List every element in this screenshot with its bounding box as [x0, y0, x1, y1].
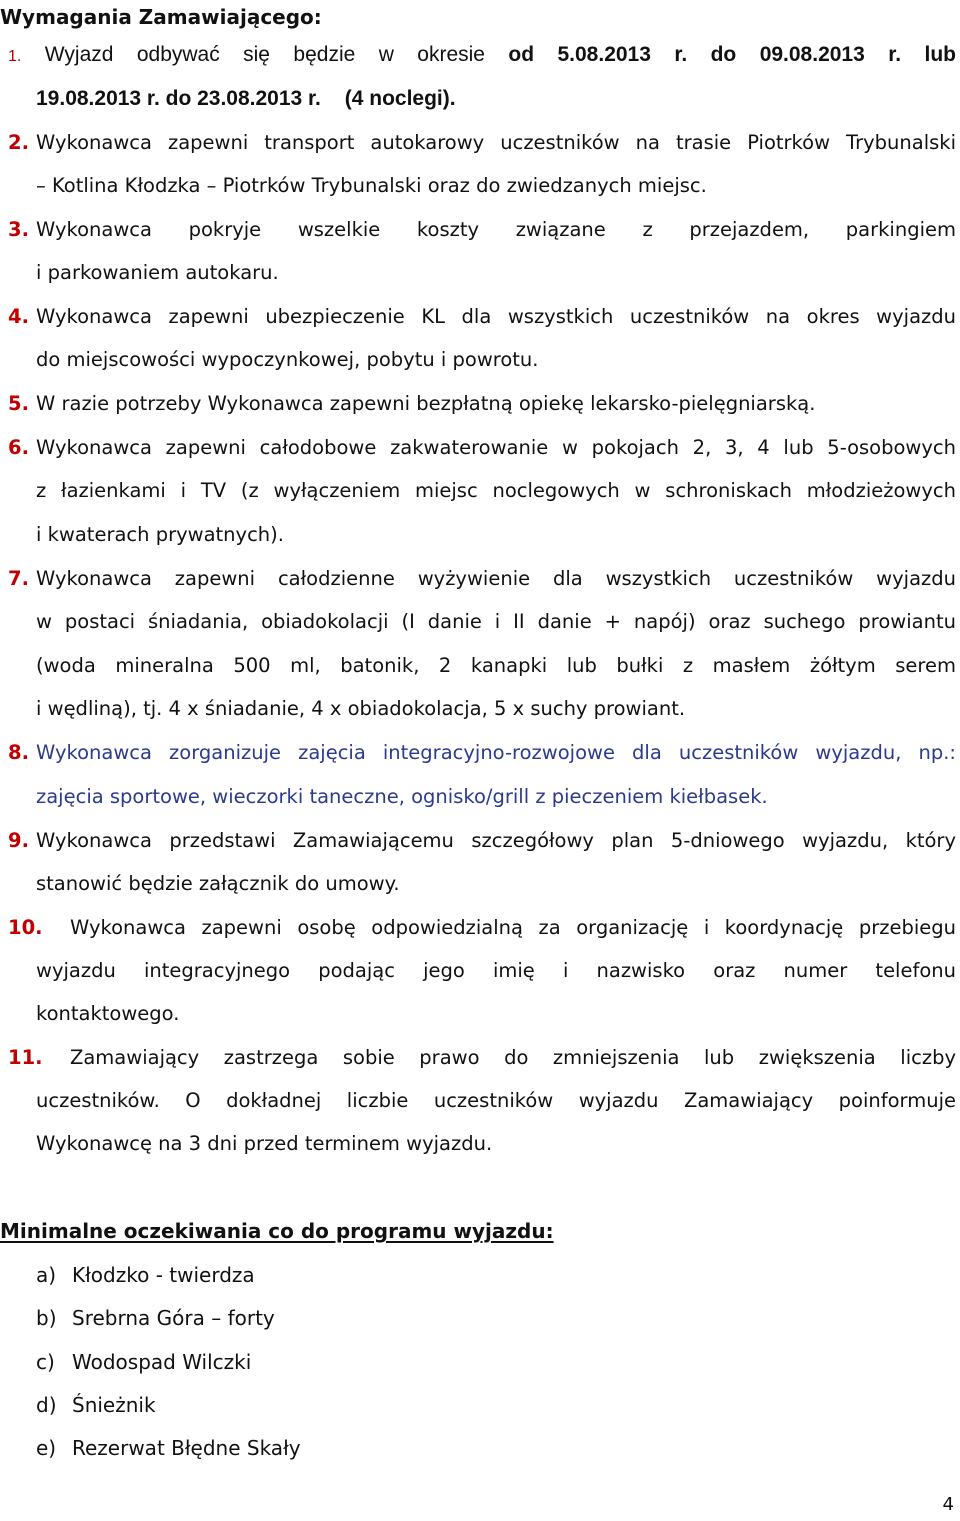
req11-line1: Zamawiający zastrzega sobie prawo do zmniejszenia lub zwiększenia liczby [70, 1046, 956, 1069]
req10-line2: wyjazdu integracyjnego podając jego imię i nazwisko oraz numer telefonu [36, 959, 956, 982]
req6-number: 6. [8, 436, 29, 459]
req7-line1: Wykonawca zapewni całodzienne wyżywienie dla wszystkich uczestników wyjazdu [36, 567, 956, 590]
req3-line1: Wykonawca pokryje wszelkie koszty związane z przejazdem, parkingiem [36, 218, 956, 241]
req9-number: 9. [8, 829, 29, 852]
req1-date1: 5.08.2013 r. [557, 43, 688, 66]
req10-line1: Wykonawca zapewni osobę odpowiedzialną za organizację i koordynację przebiegu [70, 916, 956, 939]
req8-line2: zajęcia sportowe, wieczorki taneczne, ognisko/grill z pieczeniem kiełbasek. [36, 785, 768, 808]
req6-line1: Wykonawca zapewni całodobowe zakwaterowanie w pokojach 2, 3, 4 lub 5-osobowych [36, 436, 956, 459]
req8-line1: Wykonawca zorganizuje zajęcia integracyjno-rozwojowe dla uczestników wyjazdu, np.: [36, 741, 956, 764]
requirements-heading: Wymagania Zamawiającego: [0, 5, 322, 29]
req7-line2: w postaci śniadania, obiadokolacji (I danie i II danie + napój) oraz suchego prowiantu [36, 610, 956, 633]
req1-number: 1. [8, 48, 22, 65]
req1-dates-second: 19.08.2013 r. do 23.08.2013 r. [36, 87, 321, 110]
req1-nights: (4 noclegi). [344, 87, 456, 110]
req9-line2: stanowić będzie załącznik do umowy. [36, 872, 400, 895]
program-item-text: Rezerwat Błędne Skały [72, 1436, 301, 1460]
program-item-label: e) [36, 1436, 57, 1460]
req5-line1: W razie potrzeby Wykonawca zapewni bezpłatną opiekę lekarsko-pielęgniarską. [36, 392, 816, 415]
program-heading: Minimalne oczekiwania co do programu wyjazdu: [0, 1219, 554, 1243]
req7-line3: (woda mineralna 500 ml, batonik, 2 kanapki lub bułki z masłem żółtym serem [36, 654, 956, 677]
program-item [36, 1349, 251, 1375]
req11-line3: Wykonawcę na 3 dni przed terminem wyjazdu. [36, 1132, 493, 1155]
req10-line3: kontaktowego. [36, 1002, 180, 1025]
req8-number: 8. [8, 741, 29, 764]
req1-lub: lub [924, 43, 956, 66]
req1-text: Wyjazd odbywać się będzie w okresie [44, 43, 509, 66]
req6-line3: i kwaterach prywatnych). [36, 523, 284, 546]
req4-line1: Wykonawca zapewni ubezpieczenie KL dla wszystkich uczestników na okres wyjazdu [36, 305, 956, 328]
program-item-label: c) [36, 1350, 55, 1374]
program-item [36, 1262, 255, 1288]
req1-od: od [508, 43, 535, 66]
req4-line2: do miejscowości wypoczynkowej, pobytu i powrotu. [36, 348, 539, 371]
program-item [36, 1435, 301, 1461]
req11-number: 11. [8, 1046, 43, 1069]
program-item-label: b) [36, 1306, 57, 1330]
req2-number: 2. [8, 131, 29, 154]
req7-line4: i wędliną), tj. 4 x śniadanie, 4 x obiadokolacja, 5 x suchy prowiant. [36, 697, 686, 720]
page-number: 4 [942, 1494, 954, 1515]
program-item-text: Wodospad Wilczki [72, 1350, 252, 1374]
req1-date2: 09.08.2013 r. [759, 43, 902, 66]
program-item-label: a) [36, 1263, 57, 1287]
program-item-text: Srebrna Góra – forty [72, 1306, 275, 1330]
req5-number: 5. [8, 392, 29, 415]
req1-do: do [710, 43, 737, 66]
program-item [36, 1305, 275, 1331]
req9-line1: Wykonawca przedstawi Zamawiającemu szczegółowy plan 5-dniowego wyjazdu, który [36, 829, 956, 852]
req7-number: 7. [8, 567, 29, 590]
req1-line1 [0, 42, 956, 70]
req6-line2: z łazienkami i TV (z wyłączeniem miejsc noclegowych w schroniskach młodzieżowych [36, 479, 956, 502]
req4-number: 4. [8, 305, 29, 328]
program-item-text: Kłodzko - twierdza [72, 1263, 255, 1287]
req10-number: 10. [8, 916, 43, 939]
req3-line2: i parkowaniem autokaru. [36, 261, 279, 284]
req3-number: 3. [8, 218, 29, 241]
program-item [36, 1392, 156, 1418]
req11-line2: uczestników. O dokładnej liczbie uczestników wyjazdu Zamawiający poinformuje [36, 1089, 956, 1112]
req2-line2: – Kotlina Kłodzka – Piotrków Trybunalski oraz do zwiedzanych miejsc. [36, 174, 707, 197]
req1-line2 [36, 86, 456, 112]
program-item-label: d) [36, 1393, 57, 1417]
program-item-text: Śnieżnik [72, 1393, 156, 1417]
req2-line1: Wykonawca zapewni transport autokarowy uczestników na trasie Piotrków Trybunalski [36, 131, 956, 154]
